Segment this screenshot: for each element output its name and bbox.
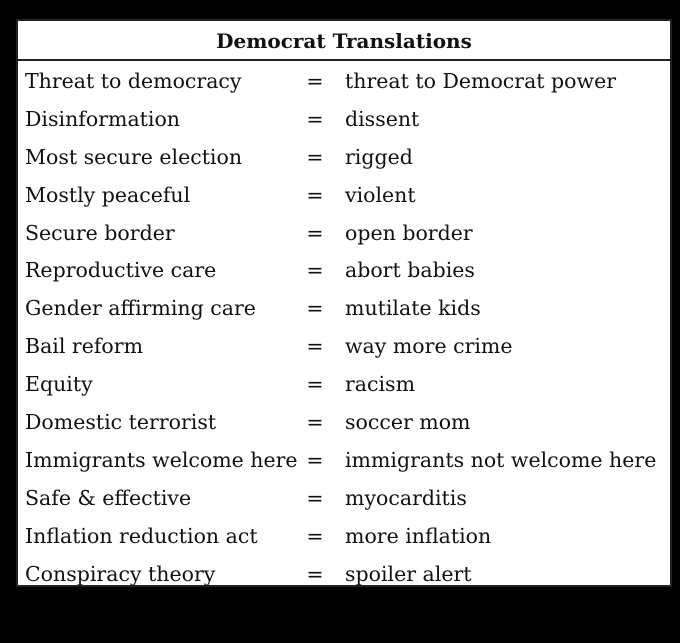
term-cell: Equity bbox=[25, 372, 93, 397]
table-row bbox=[18, 101, 670, 139]
translations-table bbox=[16, 19, 672, 587]
equals-sign: = bbox=[306, 296, 324, 321]
table-row bbox=[18, 215, 670, 253]
meaning-cell: open border bbox=[345, 220, 473, 245]
term-cell: Disinformation bbox=[25, 106, 181, 131]
table-row bbox=[18, 556, 670, 594]
equals-sign: = bbox=[306, 69, 324, 93]
meaning-cell: racism bbox=[345, 372, 416, 397]
equals-sign: = bbox=[306, 182, 324, 207]
table-row bbox=[18, 328, 670, 366]
term-cell: Most secure election bbox=[25, 144, 243, 169]
meaning-cell: mutilate kids bbox=[345, 296, 481, 321]
table-row bbox=[18, 442, 670, 480]
equals-sign: = bbox=[306, 410, 324, 435]
term-cell: Mostly peaceful bbox=[25, 182, 191, 207]
term-cell: Domestic terrorist bbox=[25, 410, 217, 435]
meaning-cell: violent bbox=[345, 182, 416, 207]
meaning-cell: myocarditis bbox=[345, 485, 467, 510]
table-row bbox=[18, 252, 670, 290]
equals-sign: = bbox=[306, 106, 324, 131]
meaning-cell: way more crime bbox=[345, 334, 513, 359]
table-body bbox=[18, 61, 670, 593]
table-row bbox=[18, 366, 670, 404]
meaning-cell: threat to Democrat power bbox=[345, 69, 616, 93]
term-cell: Immigrants welcome here bbox=[25, 447, 298, 472]
equals-sign: = bbox=[306, 561, 324, 586]
meaning-cell: more inflation bbox=[345, 523, 492, 548]
equals-sign: = bbox=[306, 220, 324, 245]
term-cell: Bail reform bbox=[25, 334, 144, 359]
meaning-cell: immigrants not welcome here bbox=[345, 447, 657, 472]
meaning-cell: soccer mom bbox=[345, 410, 471, 435]
term-cell: Conspiracy theory bbox=[25, 561, 216, 586]
table-row bbox=[18, 290, 670, 328]
meaning-cell: rigged bbox=[345, 144, 413, 169]
table-row bbox=[18, 480, 670, 518]
term-cell: Inflation reduction act bbox=[25, 523, 258, 548]
table-row bbox=[18, 139, 670, 177]
meaning-cell: dissent bbox=[345, 106, 420, 131]
equals-sign: = bbox=[306, 372, 324, 397]
term-cell: Secure border bbox=[25, 220, 175, 245]
table-row bbox=[18, 518, 670, 556]
meaning-cell: abort babies bbox=[345, 258, 475, 283]
equals-sign: = bbox=[306, 144, 324, 169]
term-cell: Safe & effective bbox=[25, 485, 192, 510]
equals-sign: = bbox=[306, 485, 324, 510]
table-row bbox=[18, 63, 670, 101]
table-title: Democrat Translations bbox=[18, 21, 670, 61]
table-row bbox=[18, 177, 670, 215]
term-cell: Gender affirming care bbox=[25, 296, 256, 321]
meaning-cell: spoiler alert bbox=[345, 561, 472, 586]
equals-sign: = bbox=[306, 334, 324, 359]
equals-sign: = bbox=[306, 447, 324, 472]
equals-sign: = bbox=[306, 258, 324, 283]
term-cell: Threat to democracy bbox=[25, 69, 242, 93]
term-cell: Reproductive care bbox=[25, 258, 217, 283]
equals-sign: = bbox=[306, 523, 324, 548]
table-row bbox=[18, 404, 670, 442]
